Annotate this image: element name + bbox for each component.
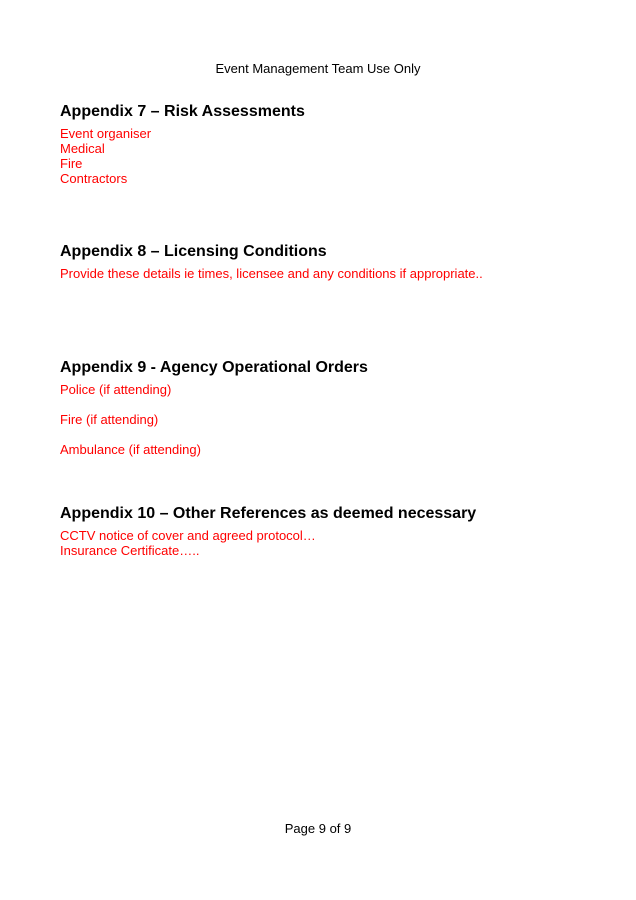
section-appendix-8 — [60, 242, 596, 281]
appendix-9-notes — [60, 382, 596, 457]
section-appendix-9 — [60, 358, 596, 472]
note-line: Police (if attending) — [60, 382, 172, 397]
section-appendix-7 — [60, 102, 596, 186]
note-line: Insurance Certificate….. — [60, 543, 200, 558]
appendix-7-heading: Appendix 7 – Risk Assessments — [60, 103, 305, 120]
note-line: Fire — [60, 156, 83, 171]
note-line: Contractors — [60, 171, 128, 186]
note-line: Event organiser — [60, 126, 152, 141]
appendix-10-notes — [60, 528, 596, 558]
note-line: Fire (if attending) — [60, 412, 159, 427]
note-line: Medical — [60, 141, 105, 156]
note-line: CCTV notice of cover and agreed protocol… — [60, 528, 316, 543]
note-line: Ambulance (if attending) — [60, 442, 201, 457]
appendix-9-heading: Appendix 9 - Agency Operational Orders — [60, 359, 368, 376]
page-number-text: Page 9 of 9 — [284, 821, 352, 836]
appendix-8-notes — [60, 266, 596, 281]
note-line: Provide these details ie times, licensee and any conditions if appropriate.. — [60, 266, 483, 281]
section-appendix-10 — [60, 504, 596, 558]
appendix-7-notes — [60, 126, 596, 186]
appendix-10-heading: Appendix 10 – Other References as deemed necessary — [60, 505, 477, 522]
appendix-8-heading: Appendix 8 – Licensing Conditions — [60, 243, 327, 260]
page-header-text: Event Management Team Use Only — [215, 61, 421, 76]
